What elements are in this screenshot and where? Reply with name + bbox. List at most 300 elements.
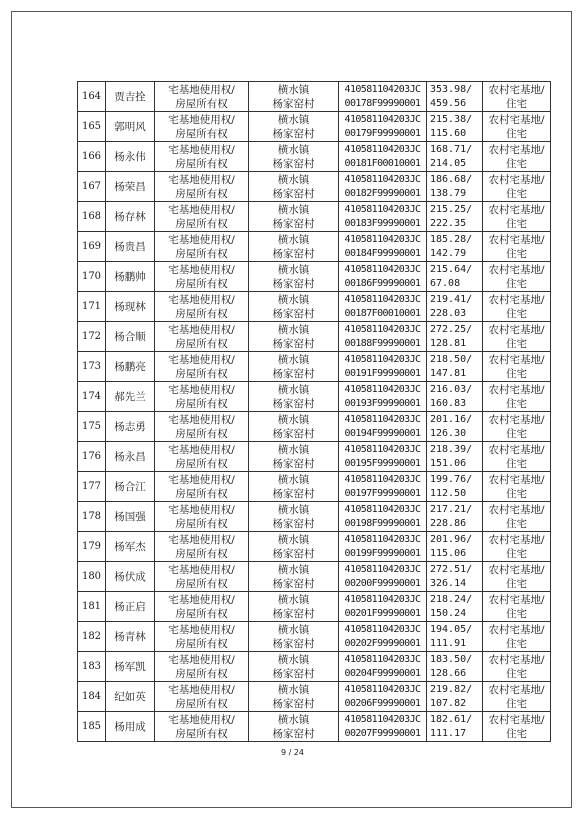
cell-location-line: 杨家窑村 [272, 337, 315, 350]
cell-area-line: 219.41/ [430, 293, 473, 305]
cell-right-type-line: 房屋所有权 [175, 547, 228, 560]
cell-area-line: 147.81 [430, 367, 467, 379]
cell-right-type-line: 房屋所有权 [175, 217, 228, 230]
cell-parcel-code-line: 00184F99990001 [344, 247, 421, 259]
cell-land-use-line: 农村宅基地/ [488, 323, 545, 336]
cell-area [427, 682, 483, 712]
cell-land-use-line: 住宅 [506, 397, 527, 410]
cell-location [249, 472, 339, 502]
cell-right-type-line: 房屋所有权 [175, 97, 228, 110]
cell-area [427, 412, 483, 442]
cell-parcel-code-line: 410581104203JC [344, 383, 421, 395]
cell-location-line: 横水镇 [277, 563, 310, 576]
cell-parcel-code [339, 712, 427, 742]
cell-parcel-code-line: 00206F99990001 [344, 697, 421, 709]
cell-location [249, 652, 339, 682]
cell-right-type [155, 112, 249, 142]
cell-area-line: 201.16/ [430, 413, 473, 425]
cell-land-use [483, 472, 551, 502]
cell-right-type-line: 宅基地使用权/ [168, 653, 235, 666]
cell-area-line: 272.51/ [430, 563, 473, 575]
cell-area-line: 151.06 [430, 457, 467, 469]
cell-land-use-line: 农村宅基地/ [488, 203, 545, 216]
cell-parcel-code-line: 00195F99990001 [344, 457, 421, 469]
cell-right-type-line: 房屋所有权 [175, 367, 228, 380]
cell-parcel-code-line: 00187F00010001 [344, 307, 421, 319]
cell-location-line: 杨家窑村 [272, 517, 315, 530]
cell-parcel-code-line: 410581104203JC [344, 263, 421, 275]
cell-area-line: 216.03/ [430, 383, 473, 395]
cell-land-use [483, 352, 551, 382]
cell-land-use-line: 农村宅基地/ [488, 173, 545, 186]
cell-parcel-code [339, 352, 427, 382]
cell-right-type [155, 382, 249, 412]
cell-owner-name: 杨正启 [106, 592, 155, 622]
cell-location-line: 杨家窑村 [272, 547, 315, 560]
cell-right-type-line: 宅基地使用权/ [168, 113, 235, 126]
cell-area [427, 472, 483, 502]
cell-right-type-line: 宅基地使用权/ [168, 203, 235, 216]
cell-area-line: 215.25/ [430, 203, 473, 215]
cell-location [249, 232, 339, 262]
cell-land-use-line: 农村宅基地/ [488, 503, 545, 516]
cell-area [427, 82, 483, 112]
table-row [78, 262, 551, 292]
cell-location [249, 202, 339, 232]
page-number: 9 / 24 [280, 748, 305, 757]
cell-number: 176 [78, 442, 106, 472]
cell-land-use-line: 农村宅基地/ [488, 683, 545, 696]
cell-right-type-line: 房屋所有权 [175, 697, 228, 710]
cell-land-use [483, 292, 551, 322]
cell-location [249, 412, 339, 442]
cell-area-line: 67.08 [430, 277, 461, 289]
cell-owner-name: 郭明风 [106, 112, 155, 142]
cell-right-type-line: 宅基地使用权/ [168, 683, 235, 696]
cell-area [427, 532, 483, 562]
cell-location [249, 352, 339, 382]
cell-right-type-line: 房屋所有权 [175, 637, 228, 650]
cell-area [427, 202, 483, 232]
table-row [78, 502, 551, 532]
cell-owner-name: 杨志勇 [106, 412, 155, 442]
cell-right-type-line: 宅基地使用权/ [168, 323, 235, 336]
cell-area [427, 322, 483, 352]
cell-parcel-code [339, 262, 427, 292]
cell-land-use-line: 农村宅基地/ [488, 593, 545, 606]
cell-parcel-code [339, 232, 427, 262]
cell-parcel-code [339, 172, 427, 202]
registry-table [77, 81, 551, 742]
cell-location-line: 横水镇 [277, 143, 310, 156]
cell-land-use-line: 住宅 [506, 487, 527, 500]
table-row [78, 682, 551, 712]
cell-land-use-line: 农村宅基地/ [488, 353, 545, 366]
cell-number: 183 [78, 652, 106, 682]
table-row [78, 232, 551, 262]
cell-location [249, 142, 339, 172]
cell-area-line: 272.25/ [430, 323, 473, 335]
cell-parcel-code [339, 562, 427, 592]
cell-land-use-line: 住宅 [506, 517, 527, 530]
table-row [78, 472, 551, 502]
cell-area-line: 150.24 [430, 607, 467, 619]
cell-location-line: 横水镇 [277, 503, 310, 516]
cell-parcel-code-line: 00178F99990001 [344, 97, 421, 109]
cell-right-type [155, 262, 249, 292]
cell-owner-name: 杨青林 [106, 622, 155, 652]
cell-area-line: 115.06 [430, 547, 467, 559]
cell-number: 184 [78, 682, 106, 712]
cell-location-line: 杨家窑村 [272, 277, 315, 290]
cell-location-line: 杨家窑村 [272, 397, 315, 410]
cell-right-type [155, 532, 249, 562]
cell-number: 185 [78, 712, 106, 742]
cell-parcel-code-line: 410581104203JC [344, 623, 421, 635]
cell-location-line: 横水镇 [277, 413, 310, 426]
cell-location-line: 横水镇 [277, 353, 310, 366]
cell-right-type-line: 房屋所有权 [175, 247, 228, 260]
cell-area-line: 194.05/ [430, 623, 473, 635]
cell-owner-name: 杨军杰 [106, 532, 155, 562]
cell-parcel-code-line: 00201F99990001 [344, 607, 421, 619]
cell-area-line: 222.35 [430, 217, 467, 229]
cell-area [427, 652, 483, 682]
cell-parcel-code-line: 00181F00010001 [344, 157, 421, 169]
cell-area [427, 502, 483, 532]
table-row [78, 292, 551, 322]
cell-owner-name: 纪如英 [106, 682, 155, 712]
cell-parcel-code [339, 292, 427, 322]
cell-parcel-code [339, 472, 427, 502]
cell-land-use [483, 532, 551, 562]
cell-right-type [155, 202, 249, 232]
cell-right-type [155, 562, 249, 592]
cell-parcel-code-line: 410581104203JC [344, 653, 421, 665]
cell-owner-name: 杨伏成 [106, 562, 155, 592]
cell-location [249, 82, 339, 112]
cell-location [249, 712, 339, 742]
cell-parcel-code-line: 00188F99990001 [344, 337, 421, 349]
cell-land-use [483, 682, 551, 712]
cell-right-type-line: 房屋所有权 [175, 277, 228, 290]
table-row [78, 322, 551, 352]
cell-number: 170 [78, 262, 106, 292]
cell-right-type-line: 房屋所有权 [175, 487, 228, 500]
cell-land-use [483, 82, 551, 112]
cell-parcel-code-line: 00199F99990001 [344, 547, 421, 559]
cell-land-use [483, 382, 551, 412]
cell-right-type-line: 宅基地使用权/ [168, 443, 235, 456]
cell-parcel-code [339, 652, 427, 682]
cell-right-type [155, 682, 249, 712]
cell-right-type [155, 502, 249, 532]
table-row [78, 442, 551, 472]
cell-area [427, 172, 483, 202]
cell-right-type-line: 房屋所有权 [175, 727, 228, 740]
cell-area-line: 218.39/ [430, 443, 473, 455]
cell-right-type-line: 宅基地使用权/ [168, 623, 235, 636]
cell-owner-name: 杨合顺 [106, 322, 155, 352]
cell-area-line: 111.91 [430, 637, 467, 649]
cell-land-use [483, 502, 551, 532]
cell-area-line: 228.03 [430, 307, 467, 319]
cell-area [427, 712, 483, 742]
cell-land-use [483, 562, 551, 592]
cell-area [427, 142, 483, 172]
cell-location [249, 622, 339, 652]
cell-area-line: 215.64/ [430, 263, 473, 275]
cell-right-type-line: 宅基地使用权/ [168, 83, 235, 96]
cell-area-line: 160.83 [430, 397, 467, 409]
cell-number: 177 [78, 472, 106, 502]
cell-parcel-code-line: 00194F99990001 [344, 427, 421, 439]
cell-land-use-line: 农村宅基地/ [488, 443, 545, 456]
cell-parcel-code-line: 00186F99990001 [344, 277, 421, 289]
cell-area-line: 186.68/ [430, 173, 473, 185]
cell-number: 175 [78, 412, 106, 442]
cell-location-line: 杨家窑村 [272, 187, 315, 200]
table-row [78, 142, 551, 172]
cell-area-line: 219.82/ [430, 683, 473, 695]
cell-area-line: 201.96/ [430, 533, 473, 545]
cell-right-type [155, 412, 249, 442]
table-row [78, 382, 551, 412]
cell-area-line: 107.82 [430, 697, 467, 709]
cell-location-line: 杨家窑村 [272, 577, 315, 590]
cell-right-type-line: 宅基地使用权/ [168, 383, 235, 396]
cell-right-type-line: 宅基地使用权/ [168, 413, 235, 426]
cell-area [427, 382, 483, 412]
cell-number: 173 [78, 352, 106, 382]
cell-number: 166 [78, 142, 106, 172]
cell-right-type-line: 房屋所有权 [175, 667, 228, 680]
cell-owner-name: 杨荣昌 [106, 172, 155, 202]
cell-owner-name: 杨鹏亮 [106, 352, 155, 382]
cell-location-line: 横水镇 [277, 83, 310, 96]
cell-right-type-line: 宅基地使用权/ [168, 593, 235, 606]
cell-location [249, 562, 339, 592]
cell-number: 167 [78, 172, 106, 202]
table-row [78, 82, 551, 112]
cell-parcel-code [339, 82, 427, 112]
cell-location [249, 292, 339, 322]
cell-parcel-code [339, 382, 427, 412]
cell-right-type-line: 宅基地使用权/ [168, 533, 235, 546]
cell-parcel-code-line: 410581104203JC [344, 563, 421, 575]
cell-location-line: 横水镇 [277, 173, 310, 186]
cell-parcel-code [339, 622, 427, 652]
cell-land-use [483, 592, 551, 622]
cell-right-type-line: 宅基地使用权/ [168, 293, 235, 306]
cell-parcel-code [339, 112, 427, 142]
cell-area [427, 112, 483, 142]
cell-number: 172 [78, 322, 106, 352]
cell-right-type-line: 宅基地使用权/ [168, 713, 235, 726]
cell-area [427, 442, 483, 472]
cell-area-line: 326.14 [430, 577, 467, 589]
cell-location-line: 横水镇 [277, 473, 310, 486]
cell-parcel-code-line: 410581104203JC [344, 713, 421, 725]
cell-location [249, 112, 339, 142]
cell-location-line: 杨家窑村 [272, 247, 315, 260]
cell-right-type [155, 292, 249, 322]
cell-area-line: 126.30 [430, 427, 467, 439]
cell-location [249, 382, 339, 412]
cell-land-use-line: 住宅 [506, 427, 527, 440]
cell-parcel-code [339, 682, 427, 712]
cell-parcel-code-line: 00202F99990001 [344, 637, 421, 649]
cell-area [427, 562, 483, 592]
cell-parcel-code-line: 410581104203JC [344, 473, 421, 485]
cell-area-line: 185.28/ [430, 233, 473, 245]
cell-location-line: 横水镇 [277, 293, 310, 306]
cell-area-line: 459.56 [430, 97, 467, 109]
cell-location-line: 横水镇 [277, 383, 310, 396]
cell-land-use-line: 住宅 [506, 217, 527, 230]
cell-parcel-code [339, 202, 427, 232]
cell-owner-name: 郝先兰 [106, 382, 155, 412]
cell-location [249, 322, 339, 352]
cell-right-type [155, 352, 249, 382]
cell-parcel-code-line: 410581104203JC [344, 593, 421, 605]
cell-right-type [155, 232, 249, 262]
cell-parcel-code-line: 00200F99990001 [344, 577, 421, 589]
cell-location-line: 横水镇 [277, 323, 310, 336]
cell-number: 168 [78, 202, 106, 232]
cell-location-line: 杨家窑村 [272, 307, 315, 320]
cell-land-use-line: 住宅 [506, 457, 527, 470]
cell-parcel-code-line: 410581104203JC [344, 113, 421, 125]
cell-land-use-line: 住宅 [506, 337, 527, 350]
cell-location-line: 横水镇 [277, 713, 310, 726]
cell-owner-name: 贾吉拴 [106, 82, 155, 112]
cell-area-line: 115.60 [430, 127, 467, 139]
cell-parcel-code-line: 410581104203JC [344, 203, 421, 215]
cell-right-type [155, 82, 249, 112]
cell-area [427, 292, 483, 322]
cell-parcel-code-line: 00198F99990001 [344, 517, 421, 529]
cell-location-line: 横水镇 [277, 683, 310, 696]
cell-land-use [483, 322, 551, 352]
cell-land-use-line: 农村宅基地/ [488, 623, 545, 636]
cell-right-type-line: 宅基地使用权/ [168, 263, 235, 276]
cell-location-line: 横水镇 [277, 233, 310, 246]
cell-owner-name: 杨鹏帅 [106, 262, 155, 292]
table-row [78, 532, 551, 562]
cell-location-line: 杨家窑村 [272, 427, 315, 440]
table-row [78, 712, 551, 742]
cell-right-type [155, 172, 249, 202]
cell-parcel-code [339, 442, 427, 472]
cell-right-type-line: 房屋所有权 [175, 187, 228, 200]
cell-parcel-code [339, 592, 427, 622]
cell-parcel-code-line: 410581104203JC [344, 143, 421, 155]
cell-area-line: 218.50/ [430, 353, 473, 365]
cell-land-use-line: 农村宅基地/ [488, 233, 545, 246]
cell-area-line: 182.61/ [430, 713, 473, 725]
cell-land-use [483, 112, 551, 142]
cell-land-use-line: 住宅 [506, 577, 527, 590]
cell-parcel-code-line: 00191F99990001 [344, 367, 421, 379]
cell-owner-name: 杨永伟 [106, 142, 155, 172]
cell-land-use-line: 住宅 [506, 607, 527, 620]
cell-location-line: 杨家窑村 [272, 97, 315, 110]
table-row [78, 562, 551, 592]
table-row [78, 592, 551, 622]
cell-right-type-line: 房屋所有权 [175, 337, 228, 350]
cell-area [427, 622, 483, 652]
cell-land-use [483, 262, 551, 292]
cell-owner-name: 杨现林 [106, 292, 155, 322]
cell-location-line: 杨家窑村 [272, 697, 315, 710]
cell-parcel-code-line: 410581104203JC [344, 173, 421, 185]
cell-area-line: 199.76/ [430, 473, 473, 485]
cell-land-use-line: 住宅 [506, 547, 527, 560]
cell-right-type [155, 652, 249, 682]
cell-parcel-code-line: 00193F99990001 [344, 397, 421, 409]
cell-land-use-line: 农村宅基地/ [488, 263, 545, 276]
cell-parcel-code-line: 00207F99990001 [344, 727, 421, 739]
cell-right-type-line: 宅基地使用权/ [168, 473, 235, 486]
cell-location-line: 横水镇 [277, 113, 310, 126]
cell-number: 180 [78, 562, 106, 592]
cell-area-line: 228.86 [430, 517, 467, 529]
cell-right-type-line: 房屋所有权 [175, 607, 228, 620]
cell-parcel-code-line: 410581104203JC [344, 83, 421, 95]
cell-parcel-code-line: 410581104203JC [344, 293, 421, 305]
table-row [78, 352, 551, 382]
cell-number: 165 [78, 112, 106, 142]
cell-land-use-line: 农村宅基地/ [488, 113, 545, 126]
cell-location-line: 横水镇 [277, 533, 310, 546]
cell-land-use-line: 农村宅基地/ [488, 533, 545, 546]
cell-parcel-code [339, 532, 427, 562]
cell-area [427, 352, 483, 382]
cell-right-type [155, 712, 249, 742]
cell-parcel-code-line: 410581104203JC [344, 233, 421, 245]
cell-location-line: 横水镇 [277, 263, 310, 276]
cell-owner-name: 杨国强 [106, 502, 155, 532]
cell-location-line: 横水镇 [277, 593, 310, 606]
cell-right-type [155, 322, 249, 352]
cell-land-use-line: 住宅 [506, 667, 527, 680]
cell-location-line: 杨家窑村 [272, 487, 315, 500]
cell-area-line: 111.17 [430, 727, 467, 739]
cell-right-type-line: 宅基地使用权/ [168, 233, 235, 246]
registry-table-body [78, 82, 551, 742]
cell-area-line: 168.71/ [430, 143, 473, 155]
cell-area-line: 215.38/ [430, 113, 473, 125]
cell-right-type-line: 宅基地使用权/ [168, 563, 235, 576]
cell-right-type-line: 房屋所有权 [175, 427, 228, 440]
cell-land-use [483, 232, 551, 262]
cell-location-line: 横水镇 [277, 623, 310, 636]
cell-right-type-line: 房屋所有权 [175, 457, 228, 470]
cell-location-line: 杨家窑村 [272, 157, 315, 170]
cell-owner-name: 杨合江 [106, 472, 155, 502]
cell-area-line: 112.50 [430, 487, 467, 499]
cell-number: 181 [78, 592, 106, 622]
cell-location [249, 592, 339, 622]
cell-number: 179 [78, 532, 106, 562]
cell-location-line: 横水镇 [277, 653, 310, 666]
cell-parcel-code [339, 142, 427, 172]
cell-parcel-code [339, 322, 427, 352]
cell-location [249, 682, 339, 712]
table-row [78, 652, 551, 682]
cell-number: 169 [78, 232, 106, 262]
